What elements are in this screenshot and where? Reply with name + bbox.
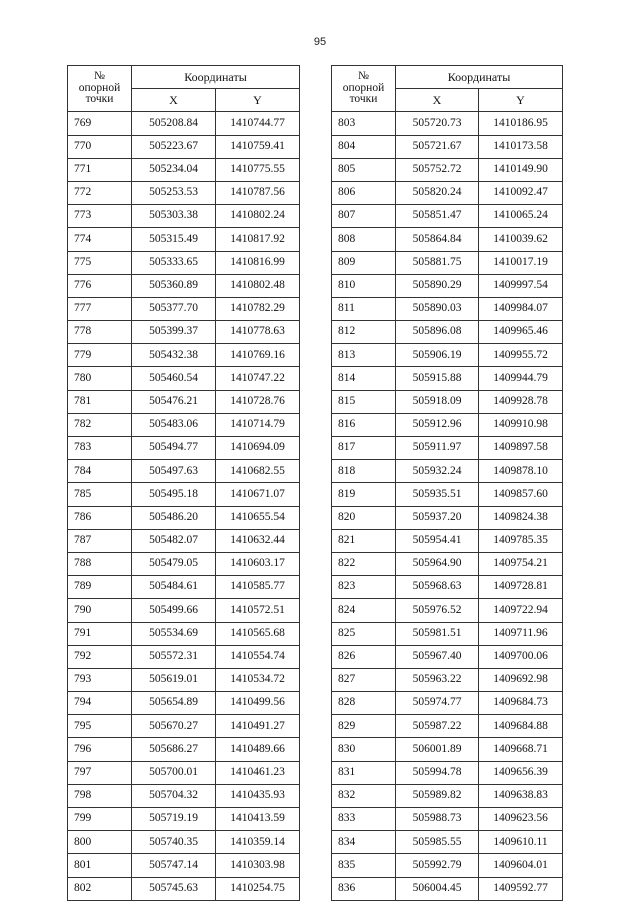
x-coordinate-cell: 505303.38 [132,205,216,228]
table-row [332,251,563,274]
table-row [68,599,300,622]
point-number-cell: 822 [332,552,396,575]
point-number-cell: 829 [332,715,396,738]
point-number-cell: 815 [332,390,396,413]
y-coordinate-cell: 1409700.06 [479,645,563,668]
header-coordinates: Координаты [396,66,563,89]
table-row [68,437,300,460]
page-number: 95 [313,36,327,48]
header-num-word1: опорной [342,81,385,94]
header-y: Y [216,89,300,112]
x-coordinate-cell: 505976.52 [396,599,479,622]
x-coordinate-cell: 505460.54 [132,367,216,390]
x-coordinate-cell: 505399.37 [132,321,216,344]
point-number-cell: 795 [68,715,132,738]
x-coordinate-cell: 505253.53 [132,181,216,204]
table-row [68,692,300,715]
y-coordinate-cell: 1410554.74 [216,645,300,668]
table-row [332,761,563,784]
x-coordinate-cell: 505720.73 [396,112,479,135]
y-coordinate-cell: 1410413.59 [216,808,300,831]
table-row [68,228,300,251]
point-number-cell: 828 [332,692,396,715]
x-coordinate-cell: 506004.45 [396,877,479,900]
point-number-cell: 771 [68,158,132,181]
point-number-cell: 810 [332,274,396,297]
point-number-cell: 775 [68,251,132,274]
point-number-cell: 813 [332,344,396,367]
coordinates-table-right [331,65,563,901]
x-coordinate-cell: 505935.51 [396,483,479,506]
y-coordinate-cell: 1410775.55 [216,158,300,181]
table-row [68,135,300,158]
table-row [332,413,563,436]
x-coordinate-cell: 505700.01 [132,761,216,784]
y-coordinate-cell: 1410149.90 [479,158,563,181]
x-coordinate-cell: 505747.14 [132,854,216,877]
point-number-cell: 772 [68,181,132,204]
y-coordinate-cell: 1410499.56 [216,692,300,715]
header-num-word2: точки [85,93,114,106]
x-coordinate-cell: 505918.09 [396,390,479,413]
table-row [332,460,563,483]
y-coordinate-cell: 1410802.48 [216,274,300,297]
x-coordinate-cell: 505964.90 [396,552,479,575]
y-coordinate-cell: 1409684.73 [479,692,563,715]
x-coordinate-cell: 505572.31 [132,645,216,668]
point-number-cell: 814 [332,367,396,390]
y-coordinate-cell: 1409878.10 [479,460,563,483]
point-number-cell: 793 [68,668,132,691]
x-coordinate-cell: 505851.47 [396,205,479,228]
y-coordinate-cell: 1410565.68 [216,622,300,645]
table-row [68,483,300,506]
y-coordinate-cell: 1409668.71 [479,738,563,761]
table-row [332,297,563,320]
x-coordinate-cell: 505360.89 [132,274,216,297]
header-point-number [332,66,396,112]
table-row [332,344,563,367]
header-x: X [396,89,479,112]
header-point-number [68,66,132,112]
x-coordinate-cell: 505985.55 [396,831,479,854]
x-coordinate-cell: 505223.67 [132,135,216,158]
x-coordinate-cell: 505315.49 [132,228,216,251]
y-coordinate-cell: 1409824.38 [479,506,563,529]
y-coordinate-cell: 1410039.62 [479,228,563,251]
table-row [68,877,300,900]
x-coordinate-cell: 505906.19 [396,344,479,367]
x-coordinate-cell: 505937.20 [396,506,479,529]
y-coordinate-cell: 1410694.09 [216,437,300,460]
y-coordinate-cell: 1410632.44 [216,529,300,552]
point-number-cell: 812 [332,321,396,344]
x-coordinate-cell: 505896.08 [396,321,479,344]
y-coordinate-cell: 1410778.63 [216,321,300,344]
header-num-sign: № [358,70,369,83]
header-num-word1: опорной [78,81,121,94]
header-num-sign: № [94,70,105,83]
y-coordinate-cell: 1409857.60 [479,483,563,506]
table-row [68,831,300,854]
table-row [68,251,300,274]
table-row [332,321,563,344]
point-number-cell: 809 [332,251,396,274]
x-coordinate-cell: 505476.21 [132,390,216,413]
y-coordinate-cell: 1409604.01 [479,854,563,877]
point-number-cell: 825 [332,622,396,645]
table-row [332,668,563,691]
table-row [68,784,300,807]
point-number-cell: 789 [68,576,132,599]
header-num-word2: точки [349,93,378,106]
table-row [68,738,300,761]
y-coordinate-cell: 1410092.47 [479,181,563,204]
point-number-cell: 836 [332,877,396,900]
table-row [68,205,300,228]
table-row [332,692,563,715]
x-coordinate-cell: 505486.20 [132,506,216,529]
point-number-cell: 834 [332,831,396,854]
y-coordinate-cell: 1410747.22 [216,367,300,390]
point-number-cell: 804 [332,135,396,158]
x-coordinate-cell: 505482.07 [132,529,216,552]
x-coordinate-cell: 505968.63 [396,576,479,599]
y-coordinate-cell: 1409684.88 [479,715,563,738]
y-coordinate-cell: 1409997.54 [479,274,563,297]
table-row [68,181,300,204]
x-coordinate-cell: 505864.84 [396,228,479,251]
y-coordinate-cell: 1409928.78 [479,390,563,413]
y-coordinate-cell: 1410728.76 [216,390,300,413]
y-coordinate-cell: 1410603.17 [216,552,300,575]
point-number-cell: 792 [68,645,132,668]
point-number-cell: 801 [68,854,132,877]
x-coordinate-cell: 505915.88 [396,367,479,390]
point-number-cell: 820 [332,506,396,529]
table-row [332,715,563,738]
x-coordinate-cell: 505988.73 [396,808,479,831]
table-row [68,460,300,483]
x-coordinate-cell: 505499.66 [132,599,216,622]
y-coordinate-cell: 1410787.56 [216,181,300,204]
table-row [68,506,300,529]
x-coordinate-cell: 505820.24 [396,181,479,204]
point-number-cell: 779 [68,344,132,367]
table-row [68,344,300,367]
table-row [332,599,563,622]
point-number-cell: 826 [332,645,396,668]
x-coordinate-cell: 505704.32 [132,784,216,807]
y-coordinate-cell: 1409910.98 [479,413,563,436]
x-coordinate-cell: 505740.35 [132,831,216,854]
point-number-cell: 827 [332,668,396,691]
x-coordinate-cell: 505752.72 [396,158,479,181]
x-coordinate-cell: 505932.24 [396,460,479,483]
x-coordinate-cell: 505534.69 [132,622,216,645]
point-number-cell: 790 [68,599,132,622]
y-coordinate-cell: 1410744.77 [216,112,300,135]
y-coordinate-cell: 1410173.58 [479,135,563,158]
table-row [68,158,300,181]
table-row [332,808,563,831]
table-row [68,413,300,436]
point-number-cell: 799 [68,808,132,831]
x-coordinate-cell: 505719.19 [132,808,216,831]
x-coordinate-cell: 505495.18 [132,483,216,506]
y-coordinate-cell: 1409610.11 [479,831,563,854]
point-number-cell: 818 [332,460,396,483]
table-row [332,645,563,668]
table-row [332,228,563,251]
x-coordinate-cell: 505974.77 [396,692,479,715]
x-coordinate-cell: 505745.63 [132,877,216,900]
y-coordinate-cell: 1410769.16 [216,344,300,367]
y-coordinate-cell: 1410461.23 [216,761,300,784]
table-row [68,390,300,413]
table-row [332,437,563,460]
table-row [332,483,563,506]
table-row [332,784,563,807]
y-coordinate-cell: 1410585.77 [216,576,300,599]
point-number-cell: 819 [332,483,396,506]
table-row [332,576,563,599]
point-number-cell: 823 [332,576,396,599]
x-coordinate-cell: 505890.03 [396,297,479,320]
table-row [68,668,300,691]
x-coordinate-cell: 505432.38 [132,344,216,367]
y-coordinate-cell: 1410534.72 [216,668,300,691]
point-number-cell: 785 [68,483,132,506]
table-row [332,112,563,135]
x-coordinate-cell: 505987.22 [396,715,479,738]
y-coordinate-cell: 1409955.72 [479,344,563,367]
x-coordinate-cell: 505494.77 [132,437,216,460]
point-number-cell: 780 [68,367,132,390]
table-row [332,135,563,158]
table-row [68,808,300,831]
x-coordinate-cell: 505497.63 [132,460,216,483]
point-number-cell: 773 [68,205,132,228]
point-number-cell: 777 [68,297,132,320]
y-coordinate-cell: 1409944.79 [479,367,563,390]
point-number-cell: 833 [332,808,396,831]
point-number-cell: 787 [68,529,132,552]
y-coordinate-cell: 1410816.99 [216,251,300,274]
y-coordinate-cell: 1409722.94 [479,599,563,622]
table-row [332,390,563,413]
x-coordinate-cell: 505912.96 [396,413,479,436]
x-coordinate-cell: 505333.65 [132,251,216,274]
table-row [332,831,563,854]
y-coordinate-cell: 1410489.66 [216,738,300,761]
y-coordinate-cell: 1409728.81 [479,576,563,599]
point-number-cell: 796 [68,738,132,761]
table-row [68,367,300,390]
table-row [332,205,563,228]
y-coordinate-cell: 1409692.98 [479,668,563,691]
y-coordinate-cell: 1410817.92 [216,228,300,251]
y-coordinate-cell: 1410435.93 [216,784,300,807]
point-number-cell: 784 [68,460,132,483]
y-coordinate-cell: 1410682.55 [216,460,300,483]
x-coordinate-cell: 505981.51 [396,622,479,645]
x-coordinate-cell: 505208.84 [132,112,216,135]
point-number-cell: 770 [68,135,132,158]
table-row [332,622,563,645]
x-coordinate-cell: 505963.22 [396,668,479,691]
x-coordinate-cell: 505484.61 [132,576,216,599]
point-number-cell: 776 [68,274,132,297]
point-number-cell: 816 [332,413,396,436]
x-coordinate-cell: 505619.01 [132,668,216,691]
x-coordinate-cell: 505377.70 [132,297,216,320]
y-coordinate-cell: 1410802.24 [216,205,300,228]
table-row [332,158,563,181]
y-coordinate-cell: 1409623.56 [479,808,563,831]
y-coordinate-cell: 1409984.07 [479,297,563,320]
point-number-cell: 774 [68,228,132,251]
y-coordinate-cell: 1410714.79 [216,413,300,436]
y-coordinate-cell: 1410491.27 [216,715,300,738]
header-x: X [132,89,216,112]
table-row [332,181,563,204]
x-coordinate-cell: 505989.82 [396,784,479,807]
point-number-cell: 806 [332,181,396,204]
point-number-cell: 778 [68,321,132,344]
table-row [68,297,300,320]
table-row [332,877,563,900]
point-number-cell: 803 [332,112,396,135]
y-coordinate-cell: 1409754.21 [479,552,563,575]
table-row [68,552,300,575]
point-number-cell: 800 [68,831,132,854]
y-coordinate-cell: 1409965.46 [479,321,563,344]
y-coordinate-cell: 1409711.96 [479,622,563,645]
table-row [68,715,300,738]
y-coordinate-cell: 1410254.75 [216,877,300,900]
table-row [332,529,563,552]
table-row [68,761,300,784]
table-row [68,529,300,552]
point-number-cell: 797 [68,761,132,784]
x-coordinate-cell: 505483.06 [132,413,216,436]
y-coordinate-cell: 1409638.83 [479,784,563,807]
point-number-cell: 831 [332,761,396,784]
x-coordinate-cell: 505670.27 [132,715,216,738]
point-number-cell: 805 [332,158,396,181]
table-row [68,854,300,877]
y-coordinate-cell: 1410655.54 [216,506,300,529]
y-coordinate-cell: 1410782.29 [216,297,300,320]
y-coordinate-cell: 1410065.24 [479,205,563,228]
y-coordinate-cell: 1410671.07 [216,483,300,506]
point-number-cell: 832 [332,784,396,807]
y-coordinate-cell: 1409592.77 [479,877,563,900]
point-number-cell: 835 [332,854,396,877]
y-coordinate-cell: 1409897.58 [479,437,563,460]
point-number-cell: 794 [68,692,132,715]
point-number-cell: 769 [68,112,132,135]
table-row [332,274,563,297]
x-coordinate-cell: 505654.89 [132,692,216,715]
table-row [332,738,563,761]
point-number-cell: 830 [332,738,396,761]
point-number-cell: 808 [332,228,396,251]
x-coordinate-cell: 505954.41 [396,529,479,552]
x-coordinate-cell: 505994.78 [396,761,479,784]
header-y: Y [479,89,563,112]
table-row [68,576,300,599]
coordinates-table-left [67,65,300,901]
point-number-cell: 798 [68,784,132,807]
x-coordinate-cell: 505881.75 [396,251,479,274]
table-row [68,321,300,344]
y-coordinate-cell: 1409656.39 [479,761,563,784]
point-number-cell: 802 [68,877,132,900]
x-coordinate-cell: 505234.04 [132,158,216,181]
point-number-cell: 817 [332,437,396,460]
y-coordinate-cell: 1410186.95 [479,112,563,135]
x-coordinate-cell: 505911.97 [396,437,479,460]
y-coordinate-cell: 1410572.51 [216,599,300,622]
table-row [68,274,300,297]
point-number-cell: 788 [68,552,132,575]
point-number-cell: 807 [332,205,396,228]
table-row [332,367,563,390]
y-coordinate-cell: 1410303.98 [216,854,300,877]
table-row [332,552,563,575]
table-row [332,506,563,529]
point-number-cell: 791 [68,622,132,645]
x-coordinate-cell: 506001.89 [396,738,479,761]
point-number-cell: 782 [68,413,132,436]
y-coordinate-cell: 1410359.14 [216,831,300,854]
x-coordinate-cell: 505992.79 [396,854,479,877]
x-coordinate-cell: 505686.27 [132,738,216,761]
y-coordinate-cell: 1409785.35 [479,529,563,552]
x-coordinate-cell: 505967.40 [396,645,479,668]
table-row [68,622,300,645]
point-number-cell: 781 [68,390,132,413]
point-number-cell: 783 [68,437,132,460]
point-number-cell: 811 [332,297,396,320]
y-coordinate-cell: 1410017.19 [479,251,563,274]
point-number-cell: 786 [68,506,132,529]
table-row [332,854,563,877]
y-coordinate-cell: 1410759.41 [216,135,300,158]
point-number-cell: 824 [332,599,396,622]
table-row [68,645,300,668]
table-row [68,112,300,135]
header-coordinates: Координаты [132,66,300,89]
x-coordinate-cell: 505890.29 [396,274,479,297]
x-coordinate-cell: 505721.67 [396,135,479,158]
x-coordinate-cell: 505479.05 [132,552,216,575]
point-number-cell: 821 [332,529,396,552]
